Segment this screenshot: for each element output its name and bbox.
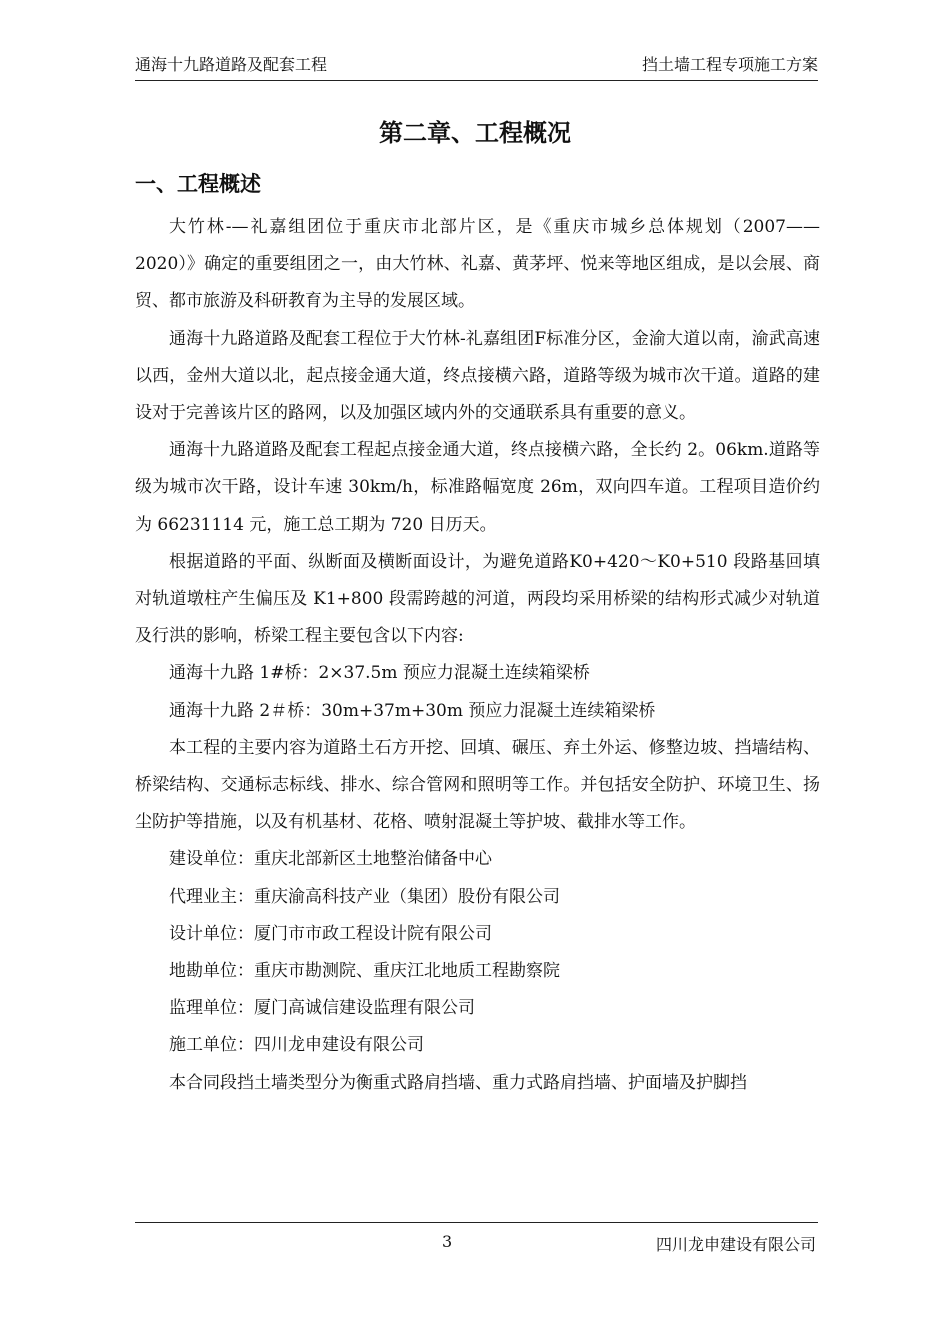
design-unit: 设计单位：厦门市市政工程设计院有限公司: [169, 923, 492, 944]
paragraph-bridge-design: 根据道路的平面、纵断面及横断面设计，为避免道路K0+420～K0+510 段路基回填对轨道墩柱产生偏压及 K1+800 段需跨越的河道，两段均采用桥梁的结构形式减少对轨道及行洪的影响，桥梁工程主要包含以下内容:: [135, 551, 820, 647]
bridge-item-1: 通海十九路 1#桥：2×37.5m 预应力混凝土连续箱梁桥: [169, 663, 590, 684]
page-header: [135, 52, 818, 81]
paragraph-overview-location: 大竹林-—礼嘉组团位于重庆市北部片区，是《重庆市城乡总体规划（2007——2020）》确定的重要组团之一，由大竹林、礼嘉、黄茅坪、悦来等地区组成，是以会展、商贸、都市旅游及科研教育为主导的发展区域。: [135, 217, 820, 312]
footer-divider: [135, 1222, 818, 1223]
bridge-item-2: 通海十九路 2＃桥：30m+37m+30m 预应力混凝土连续箱梁桥: [169, 700, 656, 721]
survey-unit: 地勘单位：重庆市勘测院、重庆江北地质工程勘察院: [169, 961, 560, 982]
section-title: 一、工程概述: [135, 172, 261, 196]
paragraph-retaining-wall-types: 本合同段挡土墙类型分为衡重式路肩挡墙、重力式路肩挡墙、护面墙及护脚挡: [169, 1072, 747, 1093]
chapter-title: 第二章、工程概况: [379, 119, 571, 147]
construction-unit: 施工单位：四川龙申建设有限公司: [169, 1035, 424, 1056]
page-number: 3: [442, 1232, 453, 1251]
header-project-name: 通海十九路道路及配套工程: [135, 55, 328, 74]
supervision-unit: 监理单位：厦门高诚信建设监理有限公司: [169, 998, 475, 1019]
body-content: [135, 209, 820, 1102]
header-document-title: 挡土墙工程专项施工方案: [641, 55, 818, 74]
paragraph-project-location: 通海十九路道路及配套工程位于大竹林-礼嘉组团F标准分区，金渝大道以南，渝武高速以西，金州大道以北，起点接金通大道，终点接横六路，道路等级为城市次干道。道路的建设对于完善该片区的路网，以及加强区域内外的交通联系具有重要的意义。: [135, 328, 820, 424]
construction-owner: 建设单位：重庆北部新区土地整治储备中心: [169, 849, 492, 870]
paragraph-project-specs: 通海十九路道路及配套工程起点接金通大道，终点接横六路，全长约 2。06km.道路等级为城市次干路，设计车速 30km/h，标准路幅宽度 26m，双向四车道。工程项目造价约为 66231114 元，施工总工期为 720 日历天。: [135, 440, 820, 535]
footer-company: 四川龙申建设有限公司: [655, 1235, 816, 1254]
paragraph-main-work: 本工程的主要内容为道路土石方开挖、回填、碾压、弃土外运、修整边坡、挡墙结构、桥梁结构、交通标志标线、排水、综合管网和照明等工作。并包括安全防护、环境卫生、扬尘防护等措施，以及有机基材、花格、喷射混凝土等护坡、截排水等工作。: [135, 737, 820, 833]
agent-owner: 代理业主：重庆渝高科技产业（集团）股份有限公司: [169, 886, 560, 907]
